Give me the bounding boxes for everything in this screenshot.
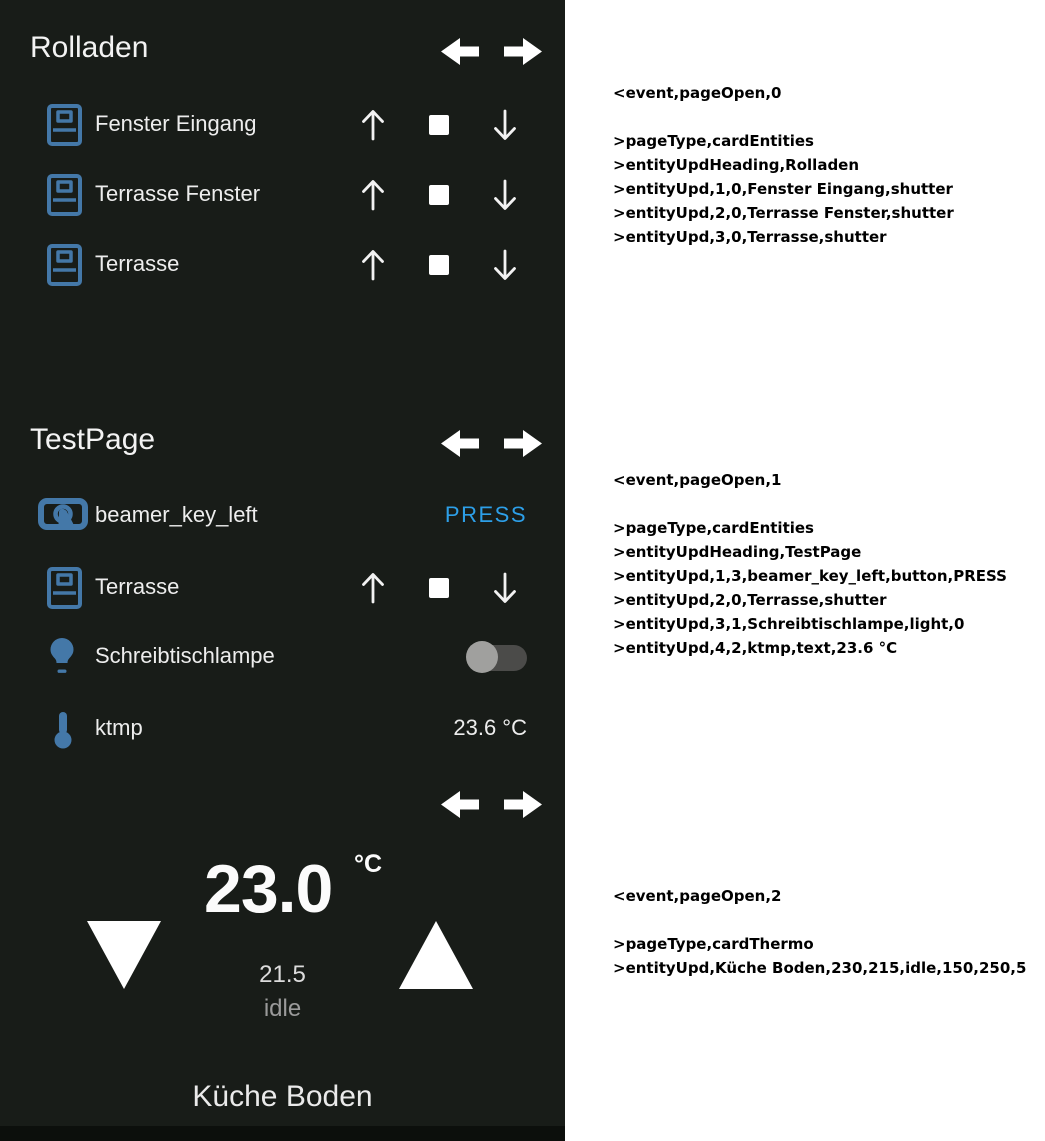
target-temperature: 21.5 [259, 961, 306, 988]
current-temperature: 23.0 [204, 851, 333, 927]
protocol-line: <event,pageOpen,2 [613, 887, 782, 905]
protocol-log-page0 [613, 81, 1045, 249]
protocol-line [613, 492, 1045, 516]
thermostat-entity-name: Küche Boden [192, 1080, 373, 1113]
arrow-up-icon [359, 248, 387, 282]
entity-value: 23.6 °C [453, 715, 527, 740]
page-title: Rolladen [30, 31, 149, 64]
arrow-down-icon [491, 108, 519, 142]
shutter-up-button[interactable] [359, 248, 387, 287]
protocol-line: >entityUpdHeading,Rolladen [613, 156, 860, 174]
protocol-line: >entityUpd,1,3,beamer_key_left,button,PRESS [613, 567, 1007, 585]
shutter-stop-button[interactable] [429, 185, 449, 205]
protocol-line: >entityUpd,Küche Boden,230,215,idle,150,250,5 [613, 959, 1027, 977]
shutter-down-button[interactable] [491, 248, 519, 287]
shutter-stop-button[interactable] [429, 115, 449, 135]
press-button[interactable]: PRESS [444, 502, 527, 527]
shutter-down-button[interactable] [491, 178, 519, 217]
protocol-line [613, 105, 1045, 129]
arrow-down-icon [491, 178, 519, 212]
arrow-right-icon [504, 428, 543, 459]
lightbulb-icon [47, 636, 77, 678]
card-entities-rolladen [0, 0, 565, 400]
entity-label: Fenster Eingang [95, 111, 257, 136]
nav-previous-button[interactable] [440, 428, 479, 464]
shutter-stop-button[interactable] [429, 578, 449, 598]
shutter-down-button[interactable] [491, 108, 519, 147]
shutter-stop-button[interactable] [429, 255, 449, 275]
gesture-tap-button-icon [38, 495, 88, 539]
arrow-right-icon [504, 789, 543, 820]
nav-next-button[interactable] [504, 428, 543, 464]
arrow-up-icon [359, 178, 387, 212]
shutter-up-button[interactable] [359, 178, 387, 217]
protocol-line: >entityUpd,1,0,Fenster Eingang,shutter [613, 180, 953, 198]
shutter-down-button[interactable] [491, 571, 519, 610]
shutter-up-button[interactable] [359, 571, 387, 610]
entity-label: ktmp [95, 715, 143, 740]
protocol-line [613, 908, 1045, 932]
nav-next-button[interactable] [504, 789, 543, 825]
protocol-line: >entityUpd,2,0,Terrasse Fenster,shutter [613, 204, 954, 222]
protocol-line: >entityUpd,3,1,Schreibtischlampe,light,0 [613, 615, 965, 633]
protocol-line: >pageType,cardEntities [613, 519, 814, 537]
arrow-down-icon [491, 571, 519, 605]
protocol-line: >entityUpdHeading,TestPage [613, 543, 862, 561]
protocol-log-page1 [613, 468, 1045, 660]
protocol-line: <event,pageOpen,1 [613, 471, 782, 489]
card-thermo-kueche-boden [0, 770, 565, 1141]
window-shutter-icon [47, 567, 82, 609]
entity-label: beamer_key_left [95, 502, 258, 527]
shutter-up-button[interactable] [359, 108, 387, 147]
entity-label: Terrasse [95, 574, 180, 599]
protocol-line: <event,pageOpen,0 [613, 84, 782, 102]
thermometer-icon [51, 710, 75, 750]
display-bottom-edge [0, 1126, 565, 1141]
card-entities-testpage [0, 400, 565, 770]
window-shutter-icon [47, 244, 82, 286]
temperature-unit: °C [354, 850, 383, 878]
nav-previous-button[interactable] [440, 36, 479, 72]
arrow-left-icon [440, 789, 479, 820]
arrow-up-icon [359, 571, 387, 605]
window-shutter-icon [47, 104, 82, 146]
toggle-knob [466, 641, 498, 673]
nav-previous-button[interactable] [440, 789, 479, 825]
page-title: TestPage [30, 423, 156, 456]
protocol-line: >pageType,cardEntities [613, 132, 814, 150]
nav-next-button[interactable] [504, 36, 543, 72]
arrow-left-icon [440, 36, 479, 67]
entity-label: Terrasse [95, 251, 180, 276]
protocol-line: >pageType,cardThermo [613, 935, 814, 953]
protocol-line: >entityUpd,4,2,ktmp,text,23.6 °C [613, 639, 898, 657]
entity-label: Schreibtischlampe [95, 643, 275, 668]
light-toggle-switch[interactable] [466, 641, 527, 673]
protocol-line: >entityUpd,2,0,Terrasse,shutter [613, 591, 887, 609]
entity-label: Terrasse Fenster [95, 181, 261, 206]
protocol-line: >entityUpd,3,0,Terrasse,shutter [613, 228, 887, 246]
window-shutter-icon [47, 174, 82, 216]
arrow-left-icon [440, 428, 479, 459]
hvac-state: idle [263, 995, 302, 1022]
arrow-right-icon [504, 36, 543, 67]
protocol-log-page2 [613, 884, 1045, 980]
arrow-up-icon [359, 108, 387, 142]
arrow-down-icon [491, 248, 519, 282]
